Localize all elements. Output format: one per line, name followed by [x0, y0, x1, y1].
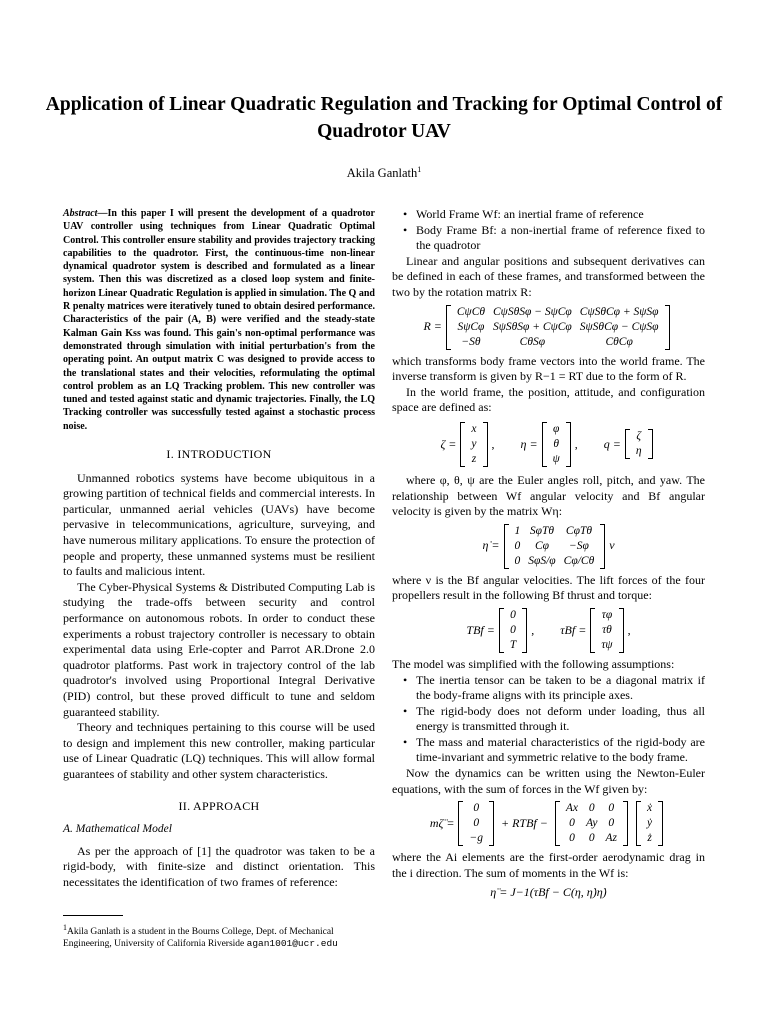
vector-cell: φ: [552, 422, 560, 435]
equation-lhs: τBf =: [560, 622, 587, 637]
right-paragraph-4: where φ, θ, ψ are the Euler angles roll, pitch, and yaw. The relationship between Wf angular velocity and Bf angular velocity is given by the matrix Wη:: [392, 472, 705, 519]
footnote-text: Akila Ganlath is a student in the Bourns College, Dept. of Mechanical Engineering, University of California Riverside: [63, 927, 334, 950]
q-vector: [625, 429, 653, 459]
equation-lhs: TBf =: [466, 622, 495, 637]
vector-cell: T: [509, 638, 517, 651]
matrix-cell: −Sθ: [461, 335, 481, 348]
equation-lhs: η =: [520, 436, 538, 451]
subsection-mathematical-model: A. Mathematical Model: [63, 823, 172, 836]
right-paragraph-8: where the Ai elements are the first-order aerodynamic drag in the i direction. The sum of moments in the Wf is:: [392, 850, 705, 880]
assumptions-list: [392, 673, 705, 767]
equation-lhs: mζ̈ =: [429, 815, 455, 830]
matrix-cell: SψCφ: [457, 320, 485, 333]
matrix-cell: CφTθ: [565, 524, 592, 537]
matrix-cell: Az: [605, 832, 618, 845]
section-introduction-heading: I. INTRODUCTION: [166, 447, 272, 462]
vector-cell: τθ: [602, 623, 612, 636]
right-paragraph-1: Linear and angular positions and subsequent derivatives can be defined in each of these frames, and transformed between the two by the rotation matrix R:: [392, 253, 705, 299]
author-name: Akila Ganlath: [346, 166, 418, 181]
equation-lhs: q =: [603, 436, 621, 451]
torque-vector: [590, 608, 623, 653]
vector-cell: 0: [510, 608, 516, 621]
paper-title: Application of Linear Quadratic Regulation and Tracking for Optimal Control of Quadrotor UAV: [45, 94, 723, 142]
vector-cell: θ: [553, 437, 559, 450]
abstract-label: Abstract: [63, 208, 98, 219]
section-approach-heading: II. APPROACH: [178, 798, 260, 813]
configuration-space-equation: ζ = x y z , η = φ θ ψ , q = ζ η: [392, 422, 705, 467]
right-paragraph-7: Now the dynamics can be written using the Newton-Euler equations, with the sum of forces in the Wf given by:: [392, 766, 705, 796]
right-paragraph-2: which transforms body frame vectors into the world frame. The inverse transform is given by R−1 = RT due to the form of R.: [392, 353, 705, 384]
vector-cell: −g: [469, 832, 483, 845]
vector-cell: 0: [473, 817, 480, 830]
intro-paragraph-1: Unmanned robotics systems have become ubiquitous in a growing partition of technical fields and commercial interests. In particular, unmanned aerial vehicles (UAVs) have become pervasive in telecommunications, agriculture, surveying, and have numerous military applications. To ensure the protection of people and property, these unmanned systems must be resilient to faults and malicious intent.: [63, 470, 375, 579]
matrix-cell: 0: [608, 802, 615, 815]
matrix-cell: Cφ/Cθ: [563, 554, 595, 567]
thrust-vector: [499, 608, 527, 653]
matrix-cell: 0: [608, 817, 615, 830]
vector-cell: x: [471, 422, 477, 435]
matrix-cell: −Sφ: [569, 539, 589, 552]
zeta-vector: [460, 422, 487, 467]
matrix-cell: 1: [514, 524, 521, 537]
author-footnote-mark: 1: [417, 165, 422, 174]
right-paragraph-5: where ν is the Bf angular velocities. The lift forces of the four propellers result in the following Bf thrust and torque:: [392, 572, 705, 603]
left-column: [63, 207, 375, 890]
vector-cell: η: [635, 445, 642, 458]
gravity-vector: [458, 801, 494, 846]
right-paragraph-6: The model was simplified with the following assumptions:: [392, 656, 675, 671]
vector-cell: ẏ: [647, 817, 653, 830]
vector-cell: 0: [510, 623, 516, 636]
intro-paragraph-2: The Cyber-Physical Systems & Distributed Computing Lab is studying the trade-offs between security and control performance on autonomous robots. In order to conduct these experiments a robust trajectory controller is necessary to obtain experimental data using Erle-copter and Parrot AR.Drone 2.0 quadrotor platforms. Past work in trajectory control of the lab quadrotor's involved using Proportional Integral Derivative (PID) control, but these proved difficult to tune and seldom guaranteed stability.: [63, 579, 375, 719]
list-item: • World Frame Wf: an inertial frame of reference: [416, 207, 705, 223]
vector-cell: ψ: [552, 452, 560, 465]
matrix-cell: CψSθSφ − SψCφ: [493, 305, 572, 318]
matrix-cell: SψSθSφ + CψCφ: [493, 320, 572, 333]
approach-paragraph-1: As per the approach of [1] the quadrotor was taken to be a rigid-body, with finite-size and distinct orientation. This necessitates the identification of two frames of reference:: [63, 843, 375, 889]
matrix-cell: CψCθ: [456, 305, 486, 318]
footnote-mark: 1: [63, 923, 67, 932]
vector-cell: ẋ: [647, 802, 653, 815]
equation-lhs: R =: [423, 319, 442, 334]
matrix-cell: CθSφ: [519, 335, 546, 348]
matrix-cell: 0: [588, 802, 595, 815]
matrix-cell: SφS/φ: [528, 554, 556, 567]
matrix-cell: Cφ: [534, 539, 549, 552]
force-equation: [392, 801, 705, 846]
frames-list: [392, 207, 705, 254]
intro-paragraph-3: Theory and techniques pertaining to this course will be used to design and implement this new controller, making particular use of Linear Quadratic (LQ) techniques. This will allow formal guarantees of stability and other system characteristics.: [63, 720, 375, 781]
equation-lhs: η̇ =: [482, 538, 500, 553]
force-middle-term: + RTBf −: [501, 815, 548, 830]
matrix-cell: 0: [514, 539, 521, 552]
moment-equation: η̈ = J−1(τBf − C(η, η̇)η̇): [490, 885, 607, 900]
abstract-text: In this paper I will present the development of a quadrotor UAV controller using techniques from Linear Quadratic Optimal Control. This controller ensure stability and provides trajectory tracking capabilities to the quadrotor. First, the continuous-time non-linear dynamical quadrotor system is described and formulated as a linear system. Then this was discretized as a closed loop system and finite-horizon Linear Quadratic Regulation is applied in simulation. The Q and R penalty matrices were iteratively tuned to obtain desired performance. Characteristics of the pair (A, B) were verified and the steady-state Kalman Gain Kss was found. This gain's non-optimal performance was demonstrated through simulation with initial perturbation's from the operating point. An output matrix C was designed to provide access to the translational states and their velocities, reformulating the optimal control problem as an LQ Tracking problem. This new controller was tuned and tested against static and dynamic trajectories. Finally, the LQ Tracking controller was successfully tested against a stochastic process noise.: [63, 208, 375, 432]
vector-cell: τψ: [601, 638, 613, 651]
footnote-email: agan1001@ucr.edu: [246, 938, 338, 950]
nu-symbol: ν: [609, 538, 615, 553]
matrix-cell: Ax: [565, 802, 579, 815]
right-paragraph-3: In the world frame, the position, attitude, and configuration space are defined as:: [392, 384, 705, 415]
thrust-torque-equation: TBf = 0 0 T , τBf = τφ τθ τψ ,: [466, 608, 631, 651]
drag-matrix: [555, 801, 628, 846]
abstract: Abstract—In this paper I will present the development of a quadrotor UAV controller using techniques from Linear Quadratic Optimal Control. This controller ensure stability and provides trajectory tracking capabilities to the quadrotor. First, the continuous-time non-linear dynamical quadrotor system is described and formulated as a linear system. Then this was discretized as a closed loop system and finite-horizon Linear Quadratic Regulation is applied in simulation. The Q and R penalty matrices were iteratively tuned to obtain desired performance. Characteristics of the pair (A, B) were verified and the steady-state Kalman Gain Kss was found. This gain's non-optimal performance was demonstrated through simulation with initial perturbation's from the operating point. An output matrix C was designed to provide access to the translational states and their velocities, reformulating the optimal control problem as an LQ Tracking problem. This new controller was tuned and tested against static and dynamic trajectories. Finally, the LQ Tracking controller was successfully tested against a stochastic process noise.: [63, 208, 375, 432]
matrix-cell: 0: [588, 832, 595, 845]
list-item: • The mass and material characteristics of the rigid-body are time-invariant and symmetric relative to the body frame.: [416, 735, 705, 766]
vector-cell: ż: [647, 832, 652, 845]
matrix-cell: 0: [569, 832, 575, 845]
eta-vector: [542, 422, 571, 467]
matrix-cell: 0: [514, 554, 521, 567]
matrix-cell: SφTθ: [529, 524, 555, 537]
rotation-matrix-equation: [392, 305, 705, 350]
matrix-cell: SψSθCφ − CψSφ: [579, 320, 659, 333]
vector-cell: y: [471, 437, 477, 450]
footnote-rule: [63, 915, 123, 916]
vector-cell: z: [471, 452, 477, 465]
matrix-cell: 0: [569, 817, 575, 830]
footnote: [63, 922, 375, 950]
velocity-vector: [636, 801, 663, 846]
right-column: [392, 207, 705, 905]
matrix-cell: CθCφ: [605, 335, 633, 348]
author-line: [0, 165, 768, 181]
list-item: • The inertia tensor can be taken to be a diagonal matrix if the body-frame aligns with its principle axes.: [416, 673, 705, 704]
vector-cell: τφ: [601, 608, 613, 621]
vector-cell: ζ: [636, 430, 642, 443]
angular-velocity-equation: [392, 524, 705, 569]
vector-cell: 0: [473, 802, 480, 815]
list-item: • Body Frame Bf: a non-inertial frame of reference fixed to the quadrotor: [416, 223, 705, 254]
matrix-cell: Ay: [586, 817, 598, 830]
equation-lhs: ζ =: [440, 436, 457, 451]
matrix-cell: CψSθCφ + SψSφ: [579, 305, 659, 318]
w-eta-matrix: [504, 524, 606, 569]
list-item: • The rigid-body does not deform under loading, thus all energy is transmitted through it.: [416, 704, 705, 735]
rotation-matrix: [446, 305, 670, 350]
